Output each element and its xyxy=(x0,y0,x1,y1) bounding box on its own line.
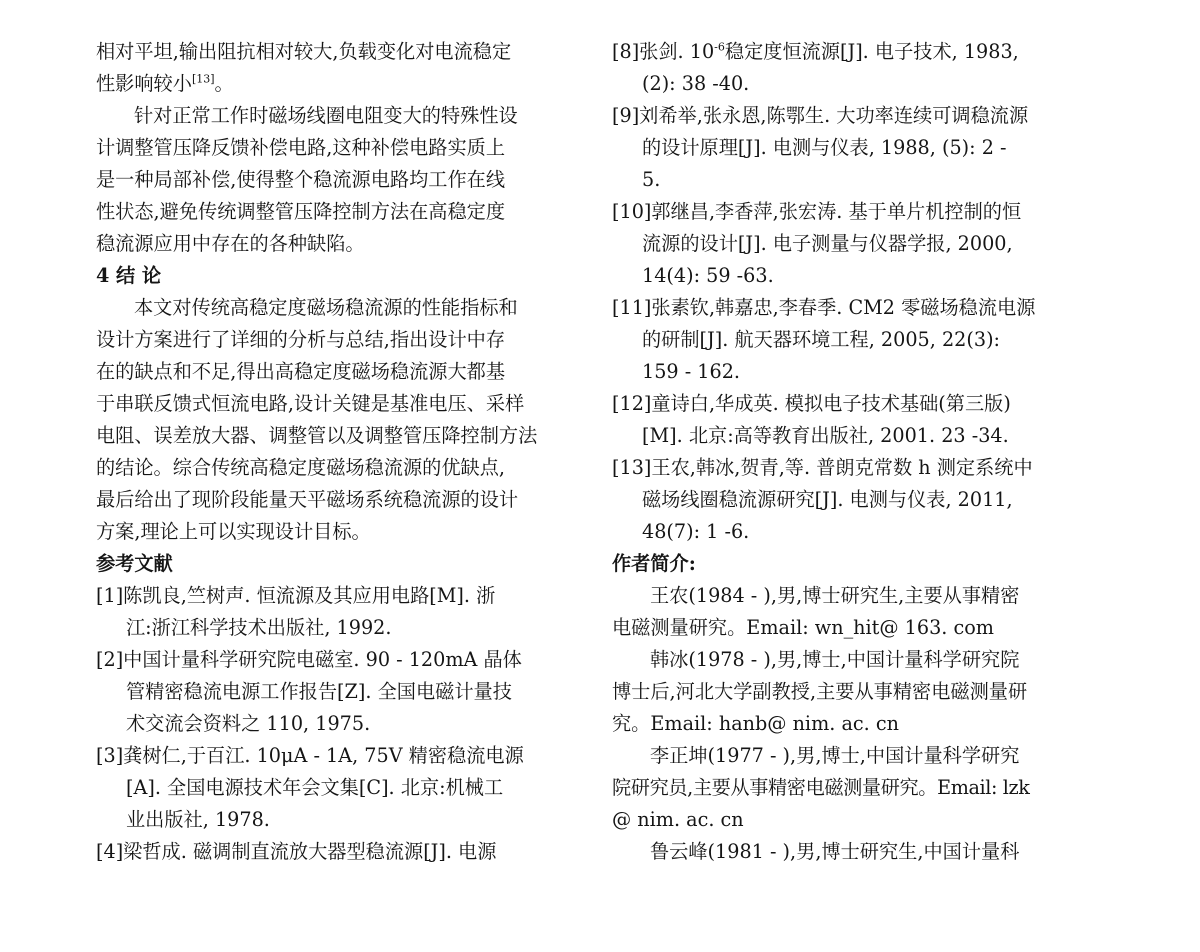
citation-marker: [13] xyxy=(191,72,215,86)
reference-line: 14(4): 59 -63. xyxy=(642,264,774,287)
left-column xyxy=(96,36,588,868)
reference-entry xyxy=(96,740,588,836)
reference-entry xyxy=(612,452,1106,548)
reference-line: (2): 38 -40. xyxy=(642,72,750,95)
reference-line: [10]郭继昌,李香萍,张宏涛. 基于单片机控制的恒 xyxy=(612,200,1022,223)
author-bio-line: 李正坤(1977 - ),男,博士,中国计量科学研究 xyxy=(650,744,1020,767)
body-text-line: 性状态,避免传统调整管压降控制方法在高稳定度 xyxy=(96,200,506,223)
author-bio-line: 王农(1984 - ),男,博士研究生,主要从事精密 xyxy=(650,584,1020,607)
author-bio xyxy=(612,644,1106,740)
author-bio-line: 究。Email: hanb@ nim. ac. cn xyxy=(612,712,899,735)
reference-entry xyxy=(96,580,588,644)
author-bio xyxy=(612,740,1106,836)
reference-entry xyxy=(612,36,1106,100)
body-text-line: 计调整管压降反馈补偿电路,这种补偿电路实质上 xyxy=(96,136,506,159)
reference-line: [12]童诗白,华成英. 模拟电子技术基础(第三版) xyxy=(612,392,1011,415)
reference-line: 5. xyxy=(642,168,661,191)
body-text-line xyxy=(96,68,588,100)
references-heading: 参考文献 xyxy=(96,552,173,575)
reference-text: [8]张剑. 10 xyxy=(612,40,715,63)
reference-line: [13]王农,韩冰,贺青,等. 普朗克常数 h 测定系统中 xyxy=(612,456,1033,479)
body-text-line: 稳流源应用中存在的各种缺陷。 xyxy=(96,232,365,255)
exponent: -6 xyxy=(714,40,725,54)
author-bio-heading: 作者简介: xyxy=(612,552,696,575)
body-text-line: 最后给出了现阶段能量天平磁场系统稳流源的设计 xyxy=(96,488,519,511)
reference-line: [M]. 北京:高等教育出版社, 2001. 23 -34. xyxy=(642,424,1009,447)
reference-line: [4]梁哲成. 磁调制直流放大器型稳流源[J]. 电源 xyxy=(96,840,497,863)
reference-text: 稳定度恒流源[J]. 电子技术, 1983, xyxy=(724,40,1019,63)
body-text-line: 相对平坦,输出阻抗相对较大,负载变化对电流稳定 xyxy=(96,40,512,63)
section-heading: 4 结 论 xyxy=(96,264,162,287)
reference-line: 流源的设计[J]. 电子测量与仪器学报, 2000, xyxy=(642,232,1013,255)
body-text-line: 在的缺点和不足,得出高稳定度磁场稳流源大都基 xyxy=(96,360,506,383)
body-text-line: 于串联反馈式恒流电路,设计关键是基准电压、采样 xyxy=(96,392,525,415)
author-bio-line: 鲁云峰(1981 - ),男,博士研究生,中国计量科 xyxy=(650,840,1020,863)
reference-line: 的研制[J]. 航天器环境工程, 2005, 22(3): xyxy=(642,328,1001,351)
body-text-line: 针对正常工作时磁场线圈电阻变大的特殊性设 xyxy=(134,104,518,127)
author-bio xyxy=(612,580,1106,644)
reference-line: 48(7): 1 -6. xyxy=(642,520,750,543)
body-text-line: 是一种局部补偿,使得整个稳流源电路均工作在线 xyxy=(96,168,506,191)
body-text-line: 设计方案进行了详细的分析与总结,指出设计中存 xyxy=(96,328,506,351)
reference-line: 的设计原理[J]. 电测与仪表, 1988, (5): 2 - xyxy=(642,136,1007,159)
reference-line: [A]. 全国电源技术年会文集[C]. 北京:机械工 xyxy=(126,776,504,799)
reference-line: [2]中国计量科学研究院电磁室. 90 - 120mA 晶体 xyxy=(96,648,522,671)
reference-line: [11]张素钦,韩嘉忠,李春季. CM2 零磁场稳流电源 xyxy=(612,296,1036,319)
reference-line xyxy=(612,36,1106,68)
author-bio-line: 院研究员,主要从事精密电磁测量研究。Email: lzk xyxy=(612,776,1030,799)
punctuation: 。 xyxy=(214,72,234,95)
reference-entry xyxy=(612,292,1106,388)
right-column xyxy=(612,36,1106,868)
reference-line: 术交流会资料之 110, 1975. xyxy=(126,712,371,735)
body-text-line: 方案,理论上可以实现设计目标。 xyxy=(96,520,371,543)
reference-line: 管精密稳流电源工作报告[Z]. 全国电磁计量技 xyxy=(126,680,512,703)
reference-line: 磁场线圈稳流源研究[J]. 电测与仪表, 2011, xyxy=(642,488,1013,511)
reference-entry xyxy=(612,388,1106,452)
reference-line: 业出版社, 1978. xyxy=(126,808,270,831)
reference-entry xyxy=(96,644,588,740)
body-text-line: 本文对传统高稳定度磁场稳流源的性能指标和 xyxy=(134,296,518,319)
reference-entry xyxy=(612,196,1106,292)
reference-line: [1]陈凯良,竺树声. 恒流源及其应用电路[M]. 浙 xyxy=(96,584,496,607)
author-bio-line: @ nim. ac. cn xyxy=(612,808,744,831)
author-bio xyxy=(612,836,1106,868)
reference-line: [3]龚树仁,于百江. 10μA - 1A, 75V 精密稳流电源 xyxy=(96,744,524,767)
author-bio-line: 电磁测量研究。Email: wn_hit@ 163. com xyxy=(612,616,994,639)
reference-entry xyxy=(96,836,588,868)
author-bio-line: 博士后,河北大学副教授,主要从事精密电磁测量研 xyxy=(612,680,1028,703)
body-text-line: 电阻、误差放大器、调整管以及调整管压降控制方法 xyxy=(96,424,538,447)
body-text-line: 的结论。综合传统高稳定度磁场稳流源的优缺点, xyxy=(96,456,506,479)
reference-line: 159 - 162. xyxy=(642,360,741,383)
author-bio-line: 韩冰(1978 - ),男,博士,中国计量科学研究院 xyxy=(650,648,1020,671)
reference-entry xyxy=(612,100,1106,196)
body-text: 性影响较小 xyxy=(96,72,192,95)
reference-line: 江:浙江科学技术出版社, 1992. xyxy=(126,616,392,639)
reference-line: [9]刘希举,张永恩,陈鄂生. 大功率连续可调稳流源 xyxy=(612,104,1029,127)
